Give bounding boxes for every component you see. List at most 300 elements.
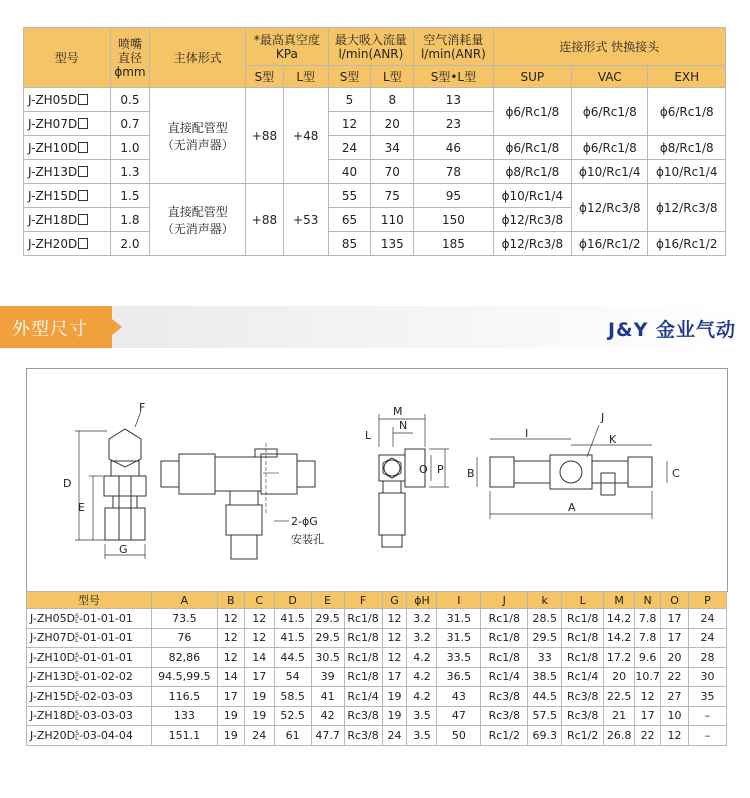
flow-s-cell: 85 (328, 232, 371, 256)
dim-value-cell: Rc1/4 (344, 687, 382, 707)
dim-value-cell: 21 (604, 706, 635, 726)
dim-header-cell: J (481, 592, 528, 609)
sup-cell: ϕ8/Rc1/8 (493, 160, 571, 184)
dim-value-cell: 39 (311, 667, 344, 687)
dim-value-cell: 52.5 (274, 706, 311, 726)
dim-value-cell: 44.5 (528, 687, 562, 707)
exh-cell: ϕ8/Rc1/8 (648, 136, 726, 160)
dim-value-cell: 27 (661, 687, 689, 707)
dim-value-cell: 41.5 (274, 628, 311, 648)
dim-value-cell: 29.5 (311, 609, 344, 629)
outline-drawing (26, 368, 728, 592)
dim-value-cell: Rc1/8 (481, 648, 528, 668)
dim-value-cell: 116.5 (151, 687, 217, 707)
model-text: J-ZH13D (28, 164, 78, 179)
air-cell: 185 (414, 232, 493, 256)
dimension-row (27, 667, 727, 687)
dimension-row (27, 609, 727, 629)
dim-value-cell: 12 (382, 648, 407, 668)
spec-row (24, 136, 726, 160)
header-sup: SUP (493, 66, 571, 88)
dim-value-cell: 17 (661, 628, 689, 648)
header-air-line1: 空气消耗量 (423, 32, 484, 47)
dim-value-cell: 41 (311, 687, 344, 707)
placeholder-box-icon (78, 142, 88, 153)
dim-value-cell: 35 (689, 687, 727, 707)
dim-header-cell: 型号 (27, 592, 152, 609)
header-vacuum-line1: *最高真空度 (253, 32, 320, 47)
model-cell (24, 160, 111, 184)
sl-marker-s: S (75, 671, 79, 679)
spec-row (24, 88, 726, 112)
sup-cell: ϕ12/Rc3/8 (493, 208, 571, 232)
dim-value-cell: 24 (689, 628, 727, 648)
dim-value-cell: 73.5 (151, 609, 217, 629)
dim-value-cell: 17 (217, 687, 244, 707)
dim-value-cell: Rc1/4 (481, 667, 528, 687)
dim-value-cell: 12 (217, 609, 244, 629)
brand-cn: 金业气动 (655, 319, 736, 341)
dim-value-cell: 17 (661, 609, 689, 629)
header-flow-l: L型 (371, 66, 414, 88)
body-line2: （无消声器） (161, 221, 234, 236)
dim-model-suffix: -01-01-01 (78, 650, 133, 664)
dim-value-cell: 29.5 (528, 628, 562, 648)
label-N: N (399, 419, 408, 432)
dim-value-cell: 44.5 (274, 648, 311, 668)
dimension-row (27, 706, 727, 726)
header-vac-s: S型 (246, 66, 284, 88)
dim-model-prefix: J-ZH18D (30, 709, 76, 723)
dim-value-cell: Rc1/8 (562, 648, 604, 668)
header-vac-l: L型 (283, 66, 328, 88)
dim-value-cell: 4.2 (407, 687, 437, 707)
dim-value-cell: 22.5 (604, 687, 635, 707)
dim-value-cell: Rc1/4 (562, 667, 604, 687)
vac-cell: ϕ12/Rc3/8 (572, 184, 648, 232)
placeholder-box-icon (78, 214, 88, 225)
flow-l-cell: 70 (371, 160, 414, 184)
nozzle-cell: 0.7 (110, 112, 150, 136)
label-P: P (437, 463, 444, 476)
header-suction-line1: 最大吸入流量 (334, 32, 407, 47)
placeholder-box-icon (78, 166, 88, 177)
header-vacuum-line2: KPa (275, 46, 298, 61)
placeholder-box-icon (78, 190, 88, 201)
dim-header-cell: F (344, 592, 382, 609)
flow-l-cell: 110 (371, 208, 414, 232)
placeholder-box-icon (78, 238, 88, 249)
dim-value-cell: 38.5 (528, 667, 562, 687)
dim-header-cell: D (274, 592, 311, 609)
header-flow-s: S型 (328, 66, 371, 88)
dim-header-cell: A (151, 592, 217, 609)
header-nozzle-line1: 喷嘴 (117, 36, 142, 51)
dim-value-cell: 7.8 (635, 609, 661, 629)
dim-value-cell: 3.2 (407, 628, 437, 648)
dim-value-cell: Rc1/8 (344, 667, 382, 687)
brand-logo (608, 315, 736, 342)
dim-value-cell: 19 (244, 687, 274, 707)
brand-latin: J&Y (607, 319, 649, 341)
label-K: K (609, 433, 617, 446)
dim-model-cell (27, 726, 152, 746)
dim-value-cell: 33 (528, 648, 562, 668)
dim-model-prefix: J-ZH07D (30, 631, 76, 645)
dimension-table-body (27, 592, 727, 746)
dim-value-cell: Rc1/8 (481, 609, 528, 629)
dim-value-cell: 17 (244, 667, 274, 687)
spec-row (24, 160, 726, 184)
dim-value-cell: 17 (382, 667, 407, 687)
dim-value-cell: 12 (244, 628, 274, 648)
dim-header-cell: N (635, 592, 661, 609)
dim-value-cell: Rc1/2 (481, 726, 528, 746)
label-G: G (119, 543, 128, 556)
header-suction (328, 28, 414, 66)
dim-value-cell: Rc1/2 (562, 726, 604, 746)
flow-s-cell: 65 (328, 208, 371, 232)
sup-cell: ϕ10/Rc1/4 (493, 184, 571, 208)
dim-header-cell: O (661, 592, 689, 609)
dim-value-cell: 82,86 (151, 648, 217, 668)
dim-value-cell: Rc3/8 (562, 687, 604, 707)
label-I: I (525, 427, 529, 440)
dim-value-cell: 7.8 (635, 628, 661, 648)
dim-model-prefix: J-ZH15D (30, 689, 76, 703)
dim-value-cell: 43 (437, 687, 481, 707)
dim-value-cell: Rc3/8 (562, 706, 604, 726)
header-air (414, 28, 493, 66)
dim-value-cell: 4.2 (407, 648, 437, 668)
dim-header-cell: B (217, 592, 244, 609)
nozzle-cell: 1.8 (110, 208, 150, 232)
body-line2: （无消声器） (161, 137, 234, 152)
flow-s-cell: 40 (328, 160, 371, 184)
dim-header-cell: P (689, 592, 727, 609)
dim-value-cell: 41.5 (274, 609, 311, 629)
model-text: J-ZH07D (28, 116, 78, 131)
sl-marker-l: L (75, 715, 79, 723)
flow-l-cell: 34 (371, 136, 414, 160)
placeholder-box-icon (78, 94, 88, 105)
dim-value-cell: 19 (382, 706, 407, 726)
dim-header-cell: I (437, 592, 481, 609)
header-air-line2: l/min(ANR) (420, 46, 486, 61)
label-B: B (467, 467, 475, 480)
header-nozzle-line2: 直径 (117, 50, 142, 65)
vac-s-cell: +88 (246, 184, 284, 256)
dim-value-cell: 20 (604, 667, 635, 687)
flow-l-cell: 135 (371, 232, 414, 256)
header-nozzle (110, 28, 150, 88)
model-cell (24, 136, 111, 160)
flow-s-cell: 5 (328, 88, 371, 112)
dim-value-cell: 20 (661, 648, 689, 668)
dim-value-cell: 10.7 (635, 667, 661, 687)
dim-model-prefix: J-ZH13D (30, 670, 76, 684)
dim-value-cell: 76 (151, 628, 217, 648)
dim-model-suffix: -01-02-02 (78, 670, 133, 684)
air-cell: 46 (414, 136, 493, 160)
dim-value-cell: 12 (661, 726, 689, 746)
section-banner (0, 306, 750, 348)
dim-model-prefix: J-ZH10D (30, 650, 76, 664)
sl-marker-l: L (75, 676, 79, 684)
section-title: 外型尺寸 (12, 319, 88, 340)
model-text: J-ZH10D (28, 140, 78, 155)
model-cell (24, 232, 111, 256)
dim-value-cell: 30 (689, 667, 727, 687)
body-cell (150, 88, 246, 184)
model-text: J-ZH18D (28, 212, 78, 227)
dim-header-cell: G (382, 592, 407, 609)
vac-cell: ϕ16/Rc1/2 (572, 232, 648, 256)
dim-value-cell: Rc3/8 (344, 706, 382, 726)
front-view (75, 411, 146, 559)
dim-value-cell: 4.2 (407, 667, 437, 687)
exh-cell: ϕ12/Rc3/8 (648, 184, 726, 232)
dim-model-cell (27, 687, 152, 707)
dim-value-cell: Rc3/8 (481, 706, 528, 726)
model-cell (24, 184, 111, 208)
sup-cell: ϕ6/Rc1/8 (493, 88, 571, 136)
dim-header-cell: k (528, 592, 562, 609)
header-body: 主体形式 (150, 28, 246, 88)
spec-row (24, 184, 726, 208)
header-model: 型号 (24, 28, 111, 88)
body-cell (150, 184, 246, 256)
sl-marker-l: L (75, 656, 79, 664)
dim-value-cell: Rc1/8 (562, 609, 604, 629)
header-suction-line2: l/min(ANR) (338, 46, 404, 61)
dim-header-cell: C (244, 592, 274, 609)
dim-model-suffix: -01-01-01 (78, 631, 133, 645)
dim-value-cell: Rc3/8 (344, 726, 382, 746)
vac-l-cell: +48 (283, 88, 328, 184)
sl-marker-s: S (75, 632, 79, 640)
dim-value-cell: 12 (635, 687, 661, 707)
dim-model-suffix: -01-01-01 (78, 611, 133, 625)
dim-value-cell: 47.7 (311, 726, 344, 746)
model-cell (24, 208, 111, 232)
dim-model-suffix: -02-03-03 (78, 689, 133, 703)
dim-value-cell: 19 (217, 726, 244, 746)
model-cell (24, 112, 111, 136)
flow-l-cell: 8 (371, 88, 414, 112)
label-L: L (365, 429, 372, 442)
banner-arrow-icon (112, 319, 122, 335)
sup-cell: ϕ6/Rc1/8 (493, 136, 571, 160)
sl-marker-s: S (75, 612, 79, 620)
dimension-row (27, 628, 727, 648)
dim-model-cell (27, 609, 152, 629)
label-O: O (419, 463, 428, 476)
dim-value-cell: 30.5 (311, 648, 344, 668)
placeholder-box-icon (78, 118, 88, 129)
dim-value-cell: 3.2 (407, 609, 437, 629)
flow-s-cell: 24 (328, 136, 371, 160)
nozzle-cell: 0.5 (110, 88, 150, 112)
vac-cell: ϕ6/Rc1/8 (572, 136, 648, 160)
label-F: F (139, 401, 146, 414)
dimension-row (27, 726, 727, 746)
dim-model-prefix: J-ZH20D (30, 728, 76, 742)
drawing-svg (27, 369, 727, 591)
dim-value-cell: 36.5 (437, 667, 481, 687)
dim-value-cell: 12 (382, 609, 407, 629)
dim-value-cell: 57.5 (528, 706, 562, 726)
dimension-row (27, 687, 727, 707)
dim-value-cell: 61 (274, 726, 311, 746)
dim-value-cell: Rc1/8 (562, 628, 604, 648)
nozzle-cell: 1.5 (110, 184, 150, 208)
dim-value-cell: 31.5 (437, 628, 481, 648)
header-vac: VAC (572, 66, 648, 88)
sl-marker-l: L (75, 617, 79, 625)
vac-l-cell: +53 (283, 184, 328, 256)
dim-value-cell: 19 (382, 687, 407, 707)
mount-label: 安装孔 (291, 533, 324, 546)
spec-table (23, 27, 726, 256)
dim-value-cell: 28.5 (528, 609, 562, 629)
dim-value-cell: 14 (217, 667, 244, 687)
dim-header-cell: L (562, 592, 604, 609)
dim-model-cell (27, 628, 152, 648)
vac-cell: ϕ10/Rc1/4 (572, 160, 648, 184)
dim-value-cell: – (689, 726, 727, 746)
flow-l-cell: 20 (371, 112, 414, 136)
model-text: J-ZH05D (28, 92, 78, 107)
dim-model-cell (27, 648, 152, 668)
model-cell (24, 88, 111, 112)
air-cell: 23 (414, 112, 493, 136)
dim-value-cell: 12 (382, 628, 407, 648)
dimension-table (26, 591, 727, 746)
dim-value-cell: 69.3 (528, 726, 562, 746)
model-text: J-ZH15D (28, 188, 78, 203)
label-M: M (393, 405, 403, 418)
dim-value-cell: 28 (689, 648, 727, 668)
dim-value-cell: 3.5 (407, 706, 437, 726)
nozzle-cell: 1.3 (110, 160, 150, 184)
dim-value-cell: 12 (244, 609, 274, 629)
dim-value-cell: 12 (217, 648, 244, 668)
label-J: J (601, 411, 605, 424)
dim-value-cell: 50 (437, 726, 481, 746)
vac-s-cell: +88 (246, 88, 284, 184)
dimension-row (27, 648, 727, 668)
header-exh: EXH (648, 66, 726, 88)
header-connection: 连接形式 快换接头 (493, 28, 725, 66)
body-line1: 直接配管型 (167, 120, 228, 135)
body-line1: 直接配管型 (167, 204, 228, 219)
dim-value-cell: 19 (244, 706, 274, 726)
dim-model-cell (27, 667, 152, 687)
dim-model-cell (27, 706, 152, 726)
dim-value-cell: 24 (689, 609, 727, 629)
air-cell: 150 (414, 208, 493, 232)
exh-cell: ϕ6/Rc1/8 (648, 88, 726, 136)
label-A: A (568, 501, 576, 514)
dim-value-cell: Rc1/8 (344, 628, 382, 648)
sl-marker-l: L (75, 637, 79, 645)
dim-value-cell: 31.5 (437, 609, 481, 629)
dim-value-cell: 47 (437, 706, 481, 726)
label-D: D (63, 477, 72, 490)
header-nozzle-line3: ϕmm (114, 64, 146, 79)
nozzle-cell: 2.0 (110, 232, 150, 256)
sl-marker-s: S (75, 729, 79, 737)
dim-value-cell: 3.5 (407, 726, 437, 746)
dim-value-cell: 14.2 (604, 628, 635, 648)
dim-value-cell: 22 (661, 667, 689, 687)
exh-cell: ϕ16/Rc1/2 (648, 232, 726, 256)
dim-value-cell: 24 (244, 726, 274, 746)
dim-value-cell: – (689, 706, 727, 726)
flow-s-cell: 55 (328, 184, 371, 208)
sup-cell: ϕ12/Rc3/8 (493, 232, 571, 256)
dim-value-cell: 10 (661, 706, 689, 726)
dim-value-cell: 9.6 (635, 648, 661, 668)
dim-value-cell: 29.5 (311, 628, 344, 648)
dim-value-cell: Rc1/8 (344, 609, 382, 629)
dim-value-cell: 12 (217, 628, 244, 648)
dim-value-cell: 17.2 (604, 648, 635, 668)
dim-value-cell: 24 (382, 726, 407, 746)
vac-cell: ϕ6/Rc1/8 (572, 88, 648, 136)
sl-marker-s: S (75, 690, 79, 698)
hole-label: 2-ϕG (291, 515, 318, 528)
dim-value-cell: Rc1/8 (344, 648, 382, 668)
sl-marker-l: L (75, 695, 79, 703)
flow-l-cell: 75 (371, 184, 414, 208)
dim-value-cell: 58.5 (274, 687, 311, 707)
spec-row (24, 232, 726, 256)
dim-header-cell: M (604, 592, 635, 609)
air-cell: 78 (414, 160, 493, 184)
dim-header-cell: ϕH (407, 592, 437, 609)
dim-value-cell: 133 (151, 706, 217, 726)
header-air-sl: S型•L型 (414, 66, 493, 88)
sl-marker-s: S (75, 651, 79, 659)
dim-value-cell: 94.5,99.5 (151, 667, 217, 687)
sl-marker-l: L (75, 734, 79, 742)
dim-value-cell: 151.1 (151, 726, 217, 746)
header-vacuum (246, 28, 329, 66)
dim-value-cell: 54 (274, 667, 311, 687)
dim-value-cell: 14.2 (604, 609, 635, 629)
air-cell: 95 (414, 184, 493, 208)
dim-value-cell: 22 (635, 726, 661, 746)
exh-cell: ϕ10/Rc1/4 (648, 160, 726, 184)
label-C: C (672, 467, 680, 480)
flow-s-cell: 12 (328, 112, 371, 136)
side-view (379, 414, 449, 547)
dimension-header-row (27, 592, 727, 609)
sl-marker-s: S (75, 710, 79, 718)
air-cell: 13 (414, 88, 493, 112)
dim-value-cell: 19 (217, 706, 244, 726)
dim-value-cell: Rc1/8 (481, 628, 528, 648)
nozzle-cell: 1.0 (110, 136, 150, 160)
model-text: J-ZH20D (28, 236, 78, 251)
dim-model-suffix: -03-03-03 (78, 709, 133, 723)
dim-model-prefix: J-ZH05D (30, 611, 76, 625)
dim-value-cell: 33.5 (437, 648, 481, 668)
dim-header-cell: E (311, 592, 344, 609)
dim-value-cell: 42 (311, 706, 344, 726)
